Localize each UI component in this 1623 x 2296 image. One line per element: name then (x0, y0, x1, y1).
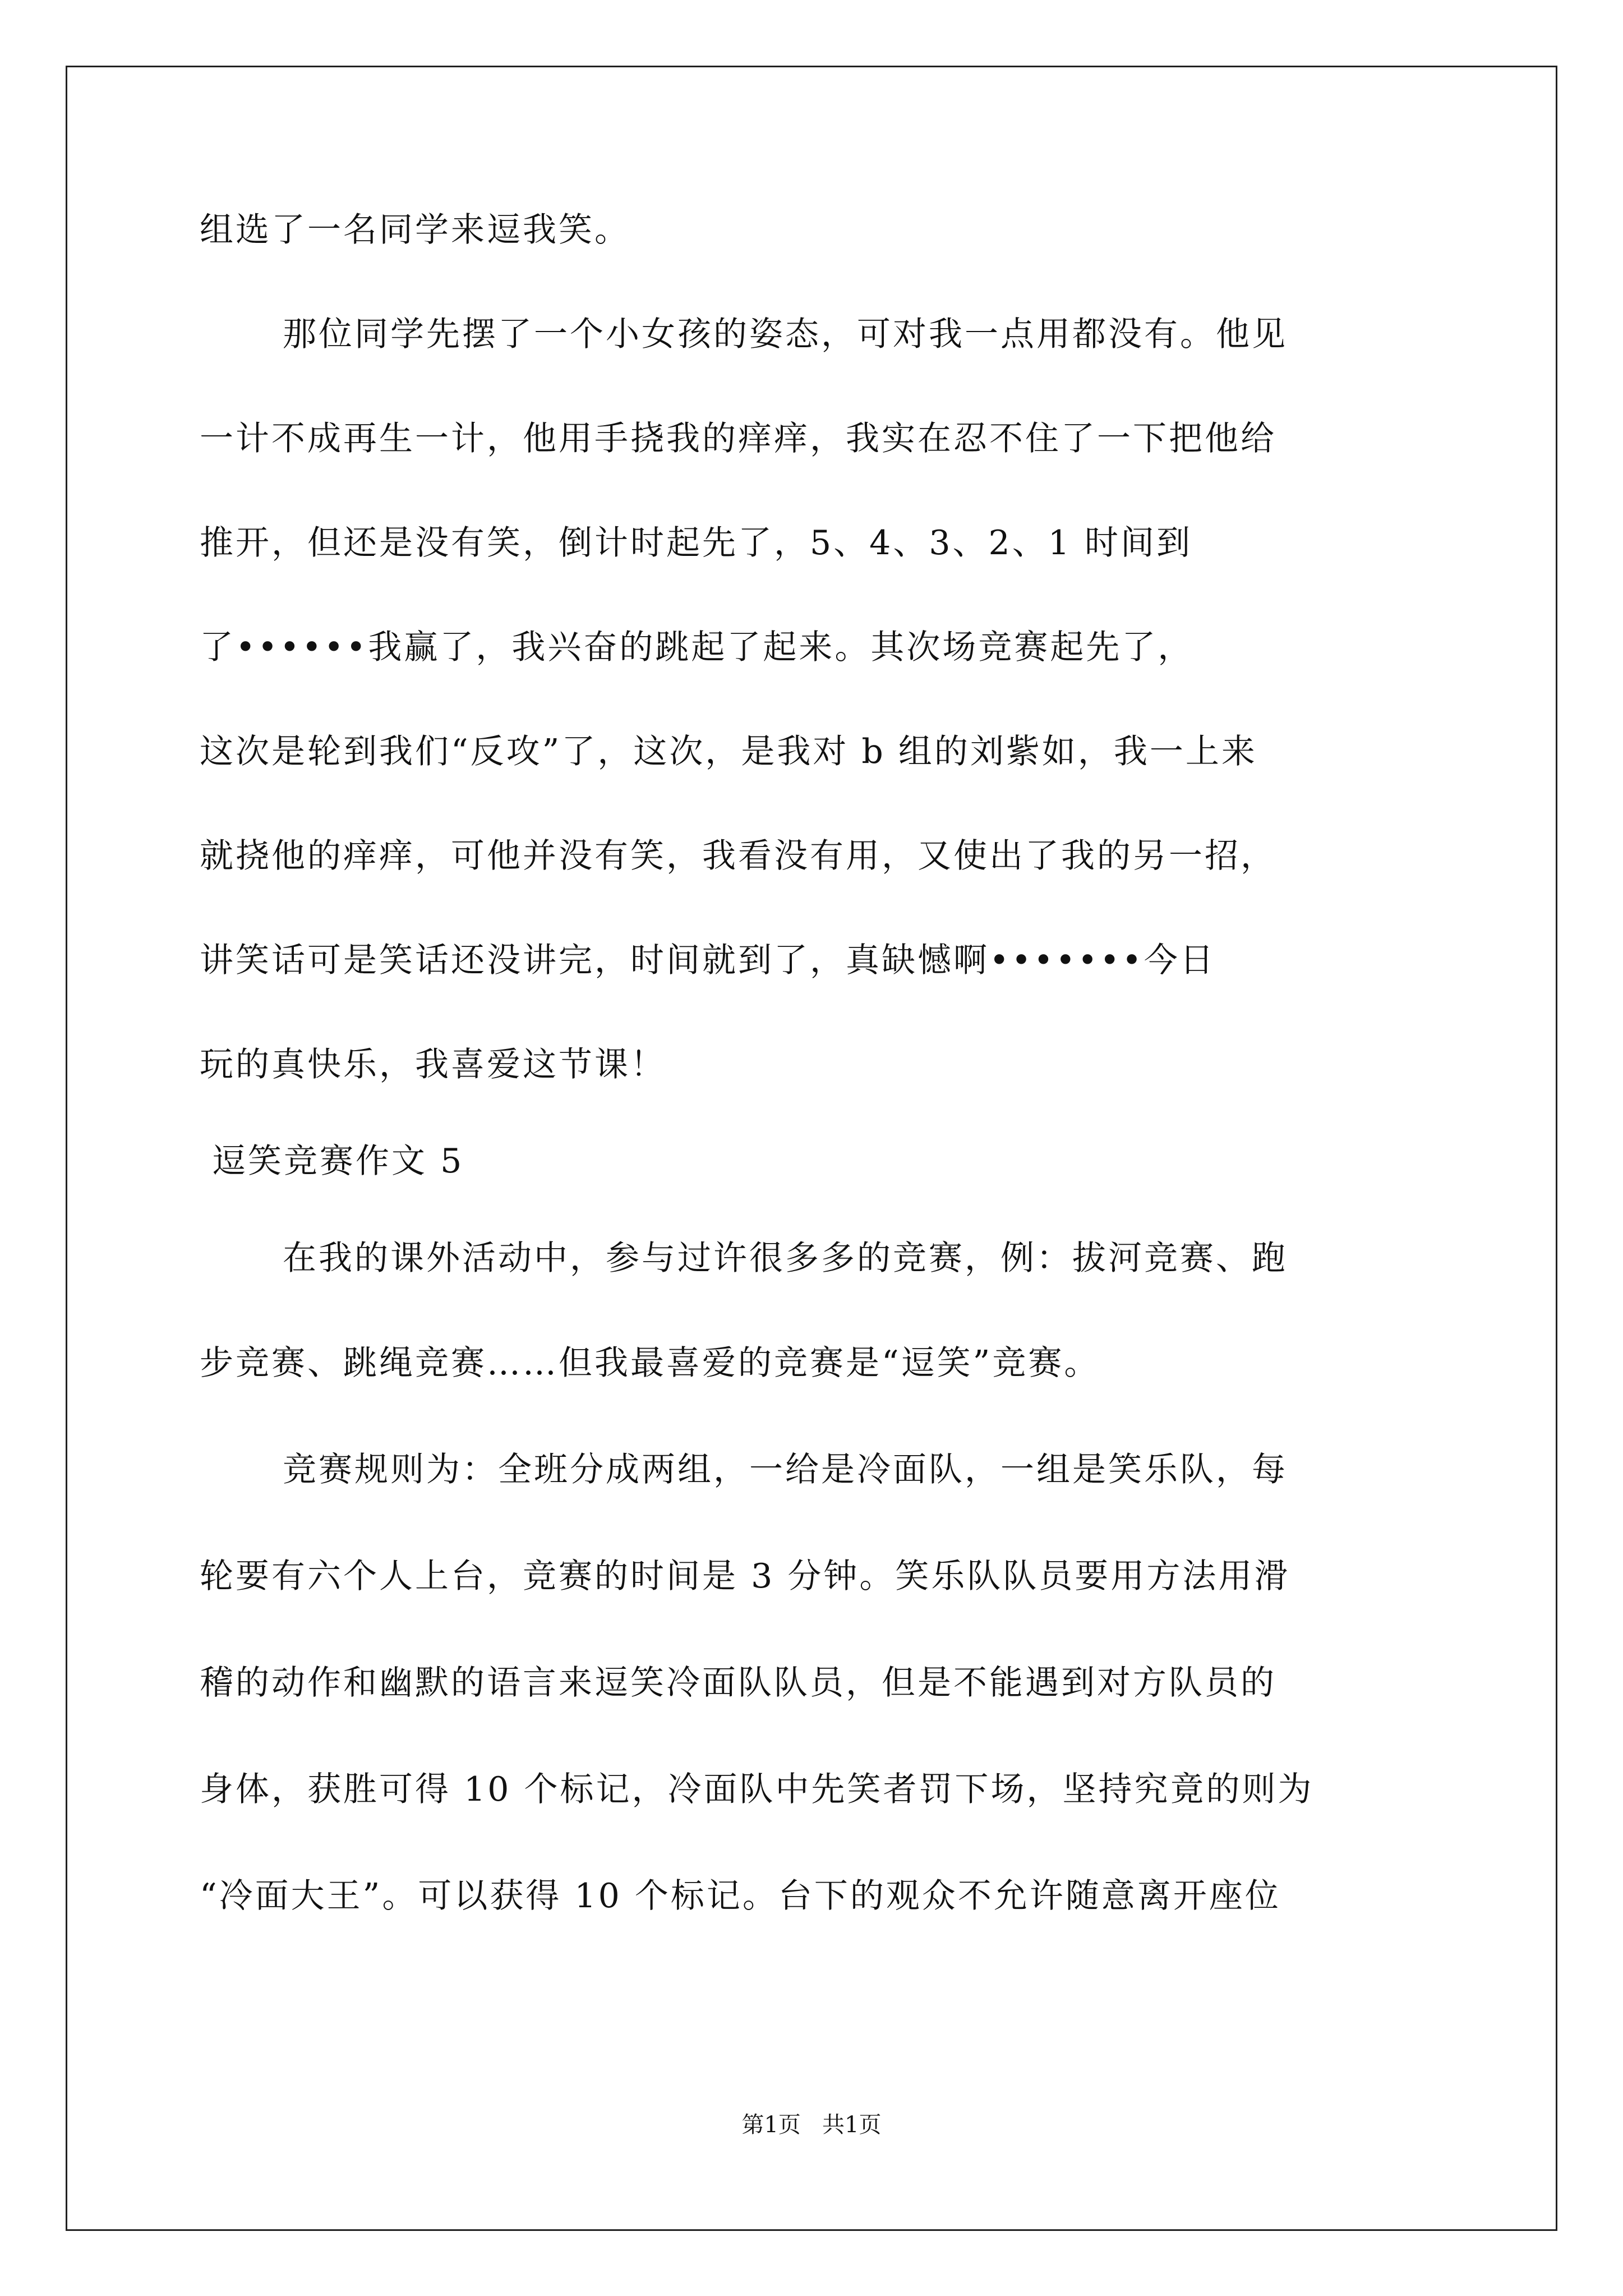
text-line: 推开，但还是没有笑，倒计时起先了，5、4、3、2、1 时间到 (200, 523, 1192, 563)
text-line: “冷面大王”。可以获得 10 个标记。台下的观众不允许随意离开座位 (200, 1876, 1281, 1916)
text-line: 这次是轮到我们“反攻”了，这次，是我对 b 组的刘紫如，我一上来 (200, 732, 1257, 771)
text-line: 轮要有六个人上台，竞赛的时间是 3 分钟。笑乐队队员要用方法用滑 (200, 1557, 1290, 1596)
text-line: 步竞赛、跳绳竞赛……但我最喜爱的竞赛是“逗笑”竞赛。 (200, 1343, 1100, 1383)
page-number-footer: 第1页 共1页 (741, 2112, 882, 2138)
section-heading: 逗笑竞赛作文 5 (212, 1142, 464, 1181)
text-line: 就挠他的痒痒，可他并没有笑，我看没有用，又使出了我的另一招， (200, 836, 1276, 876)
text-line: 讲笑话可是笑话还没讲完，时间就到了，真缺憾啊•••••••今日 (200, 941, 1216, 980)
paragraph-start-line: 在我的课外活动中，参与过许很多多的竞赛，例：拔河竞赛、跑 (283, 1239, 1288, 1278)
text-line: 身体，获胜可得 10 个标记，冷面队中先笑者罚下场，坚持究竟的则为 (200, 1770, 1314, 1809)
text-line: 了••••••我赢了，我兴奋的跳起了起来。其次场竞赛起先了， (200, 628, 1194, 667)
paragraph-start-line: 竞赛规则为：全班分成两组，一给是冷面队，一组是笑乐队，每 (283, 1450, 1288, 1489)
text-line: 玩的真快乐，我喜爱这节课！ (200, 1045, 666, 1084)
paragraph-start-line: 那位同学先摆了一个小女孩的姿态，可对我一点用都没有。他见 (283, 315, 1288, 354)
text-line: 稽的动作和幽默的语言来逗笑冷面队队员，但是不能遇到对方队员的 (200, 1663, 1276, 1703)
text-line: 组选了一名同学来逗我笑。 (200, 210, 630, 250)
text-line: 一计不成再生一计，他用手挠我的痒痒，我实在忍不住了一下把他给 (200, 419, 1276, 458)
